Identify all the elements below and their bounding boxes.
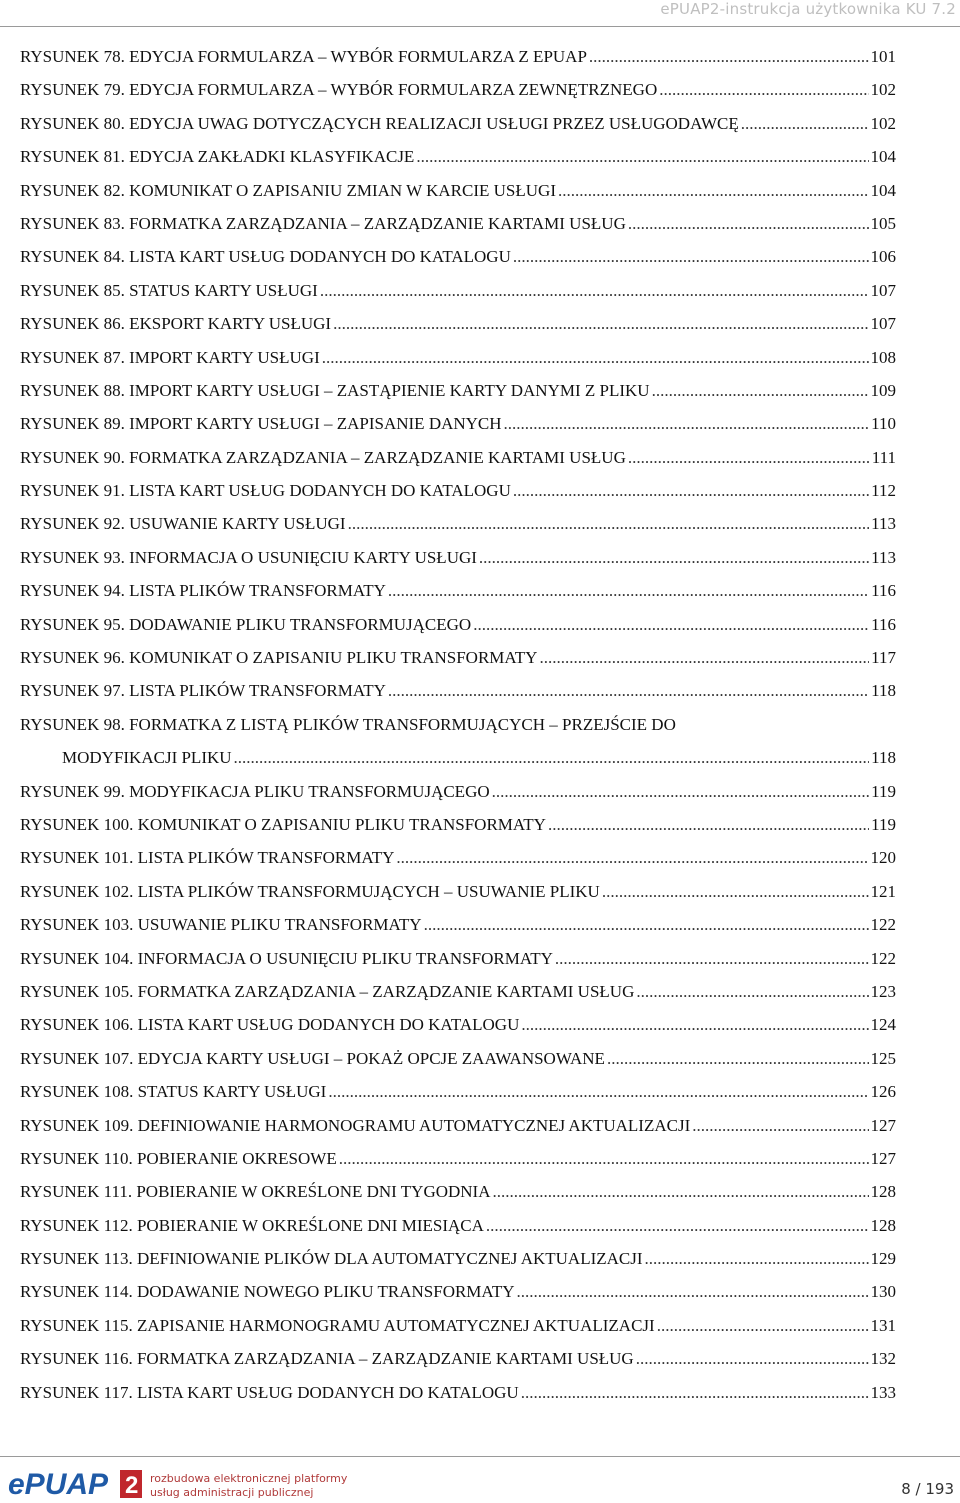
toc-entry-title: RYSUNEK 104. INFORMACJA O USUNIĘCIU PLIKU TRANSFORMATY <box>20 948 553 968</box>
toc-entry[interactable] <box>20 240 896 273</box>
toc-entry[interactable] <box>20 1042 896 1075</box>
toc-entry-title: RYSUNEK 88. IMPORT KARTY USŁUGI – ZASTĄPIENIE KARTY DANYMI Z PLIKU <box>20 380 650 400</box>
dot-leader <box>516 1275 868 1308</box>
document-header-title: ePUAP2-instrukcja użytkownika KU 7.2 <box>660 0 956 18</box>
toc-entry-page: 102 <box>870 113 896 133</box>
toc-entry-page: 126 <box>870 1082 896 1102</box>
toc-entry[interactable] <box>20 140 896 173</box>
toc-entry-page: 131 <box>870 1315 896 1335</box>
logo-wordmark: ePUAP <box>8 1468 109 1500</box>
dot-leader <box>628 207 869 240</box>
dot-leader <box>513 240 869 273</box>
toc-entry-title: RYSUNEK 85. STATUS KARTY USŁUGI <box>20 280 318 300</box>
toc-entry-page: 120 <box>870 848 896 868</box>
toc-entry-title: RYSUNEK 84. LISTA KART USŁUG DODANYCH DO KATALOGU <box>20 247 511 267</box>
toc-entry-page: 118 <box>871 748 896 768</box>
toc-entry-title: RYSUNEK 81. EDYCJA ZAKŁADKI KLASYFIKACJE <box>20 147 415 167</box>
toc-entry-page: 107 <box>870 314 896 334</box>
toc-entry-page: 102 <box>870 80 896 100</box>
toc-entry-title: RYSUNEK 91. LISTA KART USŁUG DODANYCH DO KATALOGU <box>20 481 511 501</box>
toc-entry-title: RYSUNEK 92. USUWANIE KARTY USŁUGI <box>20 514 346 534</box>
toc-entry[interactable] <box>20 407 896 440</box>
toc-entry-page: 125 <box>870 1048 896 1068</box>
dot-leader <box>493 1175 869 1208</box>
logo-description-line-1: rozbudowa elektronicznej platformy <box>150 1472 348 1485</box>
toc-entry-page: 127 <box>870 1115 896 1135</box>
dot-leader <box>348 507 870 540</box>
toc-entry[interactable] <box>20 875 896 908</box>
toc-entry-title: RYSUNEK 79. EDYCJA FORMULARZA – WYBÓR FORMULARZA ZEWNĘTRZNEGO <box>20 80 658 100</box>
dot-leader <box>521 1008 868 1041</box>
toc-entry-page: 106 <box>870 247 896 267</box>
toc-entry-title: RYSUNEK 82. KOMUNIKAT O ZAPISANIU ZMIAN W KARCIE USŁUGI <box>20 180 556 200</box>
toc-entry-title: RYSUNEK 112. POBIERANIE W OKREŚLONE DNI MIESIĄCA <box>20 1215 484 1235</box>
toc-entry-page: 128 <box>870 1215 896 1235</box>
toc-entry-page: 132 <box>870 1349 896 1369</box>
toc-entry[interactable] <box>20 1309 896 1342</box>
toc-entry-page: 116 <box>871 581 896 601</box>
toc-entry-page: 110 <box>871 414 896 434</box>
toc-entry[interactable] <box>20 975 896 1008</box>
toc-entry-page: 104 <box>870 180 896 200</box>
toc-entry-page: 117 <box>871 648 896 668</box>
toc-entry-page: 113 <box>871 547 896 567</box>
toc-entry[interactable] <box>20 207 896 240</box>
toc-entry-page: 113 <box>871 514 896 534</box>
toc-entry-page: 105 <box>870 213 896 233</box>
dot-leader <box>548 808 869 841</box>
toc-entry[interactable] <box>20 40 896 73</box>
toc-entry-title: RYSUNEK 111. POBIERANIE W OKREŚLONE DNI TYGODNIA <box>20 1182 491 1202</box>
toc-entry[interactable] <box>20 1376 896 1409</box>
toc-entry-page: 121 <box>870 881 896 901</box>
toc-entry-title: RYSUNEK 115. ZAPISANIE HARMONOGRAMU AUTOMATYCZNEJ AKTUALIZACJI <box>20 1315 655 1335</box>
toc-entry[interactable] <box>20 908 896 941</box>
toc-entry-page: 127 <box>870 1148 896 1168</box>
toc-entry-page: 109 <box>870 380 896 400</box>
toc-entry[interactable] <box>20 1275 896 1308</box>
toc-entry-title: RYSUNEK 106. LISTA KART USŁUG DODANYCH DO KATALOGU <box>20 1015 520 1035</box>
toc-entry-page: 122 <box>870 915 896 935</box>
toc-entry-title: RYSUNEK 108. STATUS KARTY USŁUGI <box>20 1082 327 1102</box>
toc-entry-title: RYSUNEK 87. IMPORT KARTY USŁUGI <box>20 347 320 367</box>
toc-entry[interactable] <box>20 107 896 140</box>
dot-leader <box>416 140 868 173</box>
toc-entry-title: RYSUNEK 98. FORMATKA Z LISTĄ PLIKÓW TRANSFORMUJĄCYCH – PRZEJŚCIE DO <box>20 714 676 734</box>
dot-leader <box>339 1142 869 1175</box>
toc-entry-title: RYSUNEK 107. EDYCJA KARTY USŁUGI – POKAŻ OPCJE ZAAWANSOWANE <box>20 1048 605 1068</box>
dot-leader <box>388 574 869 607</box>
toc-entry[interactable] <box>20 374 896 407</box>
toc-entry[interactable] <box>20 1209 896 1242</box>
toc-entry-title: RYSUNEK 80. EDYCJA UWAG DOTYCZĄCYCH REALIZACJI USŁUGI PRZEZ USŁUGODAWCĘ <box>20 113 739 133</box>
dot-leader <box>521 1376 869 1409</box>
toc-entry[interactable] <box>20 541 896 574</box>
toc-entry-title: RYSUNEK 78. EDYCJA FORMULARZA – WYBÓR FORMULARZA Z EPUAP <box>20 47 587 66</box>
toc-entry[interactable] <box>20 507 896 540</box>
toc-entry[interactable] <box>20 274 896 307</box>
toc-entry-page: 118 <box>871 681 896 701</box>
toc-entry[interactable] <box>20 1109 896 1142</box>
toc-entry[interactable] <box>20 775 896 808</box>
toc-entry[interactable] <box>20 174 896 207</box>
logo-description <box>150 1472 347 1500</box>
toc-entry[interactable] <box>20 1342 896 1375</box>
dot-leader <box>473 608 869 641</box>
toc-entry-page: 116 <box>871 614 896 634</box>
dot-leader <box>513 474 869 507</box>
toc-entry-page: 130 <box>870 1282 896 1302</box>
toc-entry[interactable] <box>20 1242 896 1275</box>
toc-entry-title: RYSUNEK 117. LISTA KART USŁUG DODANYCH DO KATALOGU <box>20 1382 519 1402</box>
toc-entry[interactable] <box>20 1142 896 1175</box>
dot-leader <box>492 775 870 808</box>
toc-entry-title: RYSUNEK 101. LISTA PLIKÓW TRANSFORMATY <box>20 848 395 868</box>
toc-entry-page: 119 <box>871 781 896 801</box>
epuap-logo <box>8 1466 143 1500</box>
dot-leader <box>322 341 869 374</box>
toc-entry-title: RYSUNEK 86. EKSPORT KARTY USŁUGI <box>20 314 332 334</box>
toc-entry-title: RYSUNEK 89. IMPORT KARTY USŁUGI – ZAPISANIE DANYCH <box>20 414 502 434</box>
toc-entry-page: 133 <box>870 1382 896 1402</box>
toc-entry-title: RYSUNEK 96. KOMUNIKAT O ZAPISANIU PLIKU TRANSFORMATY <box>20 648 538 668</box>
footer-divider <box>0 1456 960 1457</box>
dot-leader <box>396 841 868 874</box>
toc-entry-title: RYSUNEK 102. LISTA PLIKÓW TRANSFORMUJĄCYCH – USUWANIE PLIKU <box>20 881 600 901</box>
toc-entry-title: RYSUNEK 103. USUWANIE PLIKU TRANSFORMATY <box>20 915 422 935</box>
toc-entry-title: RYSUNEK 116. FORMATKA ZARZĄDZANIA – ZARZĄDZANIE KARTAMI USŁUG <box>20 1349 634 1369</box>
toc-entry-page: 128 <box>870 1182 896 1202</box>
dot-leader <box>320 274 869 307</box>
dot-leader <box>333 307 868 340</box>
toc-entry-title: RYSUNEK 90. FORMATKA ZARZĄDZANIA – ZARZĄDZANIE KARTAMI USŁUG <box>20 447 626 467</box>
dot-leader <box>628 441 870 474</box>
toc-entry-title: RYSUNEK 93. INFORMACJA O USUNIĘCIU KARTY USŁUGI <box>20 547 477 567</box>
toc-entry-title: RYSUNEK 83. FORMATKA ZARZĄDZANIA – ZARZĄDZANIE KARTAMI USŁUG <box>20 213 626 233</box>
dot-leader <box>636 1342 869 1375</box>
toc-entry[interactable] <box>20 942 896 975</box>
toc-entry-page: 119 <box>871 814 896 834</box>
toc-entry-title: RYSUNEK 110. POBIERANIE OKRESOWE <box>20 1148 337 1168</box>
dot-leader <box>692 1109 868 1142</box>
toc-entry[interactable] <box>20 574 896 607</box>
dot-leader <box>424 908 869 941</box>
toc-entry[interactable] <box>20 1075 896 1108</box>
dot-leader <box>504 407 870 440</box>
dot-leader <box>636 975 868 1008</box>
toc-entry[interactable] <box>20 1175 896 1208</box>
toc-entry-page: 123 <box>870 981 896 1001</box>
toc-entry-title: RYSUNEK 114. DODAWANIE NOWEGO PLIKU TRANSFORMATY <box>20 1282 515 1302</box>
dot-leader <box>479 541 869 574</box>
dot-leader <box>558 174 869 207</box>
logo-description-line-2: usług administracji publicznej <box>150 1486 314 1499</box>
toc-entry[interactable] <box>20 1008 896 1041</box>
toc-entry-title: RYSUNEK 97. LISTA PLIKÓW TRANSFORMATY <box>20 681 386 701</box>
toc-entry-page: 111 <box>871 447 896 467</box>
toc-entry[interactable] <box>20 608 896 641</box>
toc-entry-page: 108 <box>870 347 896 367</box>
toc-entry-page: 101 <box>870 47 896 66</box>
logo-number: 2 <box>125 1472 139 1499</box>
dot-leader <box>645 1242 869 1275</box>
toc-entry[interactable] <box>20 674 896 707</box>
toc-entry-page: 104 <box>870 147 896 167</box>
toc-entry[interactable] <box>20 474 896 507</box>
toc-entry-title: RYSUNEK 105. FORMATKA ZARZĄDZANIA – ZARZĄDZANIE KARTAMI USŁUG <box>20 981 635 1001</box>
toc-entry[interactable] <box>20 441 896 474</box>
toc-entry[interactable] <box>20 808 896 841</box>
toc-entry[interactable] <box>20 73 896 106</box>
toc-entry[interactable] <box>20 641 896 674</box>
toc-entry-page: 122 <box>870 948 896 968</box>
dot-leader <box>589 40 869 73</box>
dot-leader <box>602 875 869 908</box>
toc-entry-page: 112 <box>871 481 896 501</box>
toc-entry-page: 124 <box>870 1015 896 1035</box>
toc-entry-title-continuation: MODYFIKACJI PLIKU <box>62 748 232 768</box>
toc-entry-title: RYSUNEK 100. KOMUNIKAT O ZAPISANIU PLIKU TRANSFORMATY <box>20 814 546 834</box>
toc-entry-title: RYSUNEK 94. LISTA PLIKÓW TRANSFORMATY <box>20 581 386 601</box>
dot-leader <box>741 107 869 140</box>
dot-leader <box>659 73 868 106</box>
toc-entry[interactable] <box>20 307 896 340</box>
header-divider <box>0 26 960 27</box>
dot-leader <box>388 674 869 707</box>
toc-entry-title: RYSUNEK 99. MODYFIKACJA PLIKU TRANSFORMUJĄCEGO <box>20 781 490 801</box>
toc-entry[interactable] <box>20 708 896 775</box>
list-of-figures <box>20 40 896 1409</box>
toc-entry-title: RYSUNEK 95. DODAWANIE PLIKU TRANSFORMUJĄCEGO <box>20 614 472 634</box>
toc-entry-title: RYSUNEK 109. DEFINIOWANIE HARMONOGRAMU AUTOMATYCZNEJ AKTUALIZACJI <box>20 1115 691 1135</box>
toc-entry-page: 107 <box>870 280 896 300</box>
toc-entry[interactable] <box>20 341 896 374</box>
dot-leader <box>657 1309 869 1342</box>
toc-entry-title: RYSUNEK 113. DEFINIOWANIE PLIKÓW DLA AUTOMATYCZNEJ AKTUALIZACJI <box>20 1249 643 1269</box>
toc-entry-page: 129 <box>870 1249 896 1269</box>
dot-leader <box>234 741 870 774</box>
dot-leader <box>652 374 869 407</box>
dot-leader <box>555 942 869 975</box>
page-number: 8 / 193 <box>901 1480 954 1498</box>
dot-leader <box>539 641 869 674</box>
toc-entry[interactable] <box>20 841 896 874</box>
dot-leader <box>607 1042 869 1075</box>
dot-leader <box>486 1209 869 1242</box>
dot-leader <box>328 1075 868 1108</box>
